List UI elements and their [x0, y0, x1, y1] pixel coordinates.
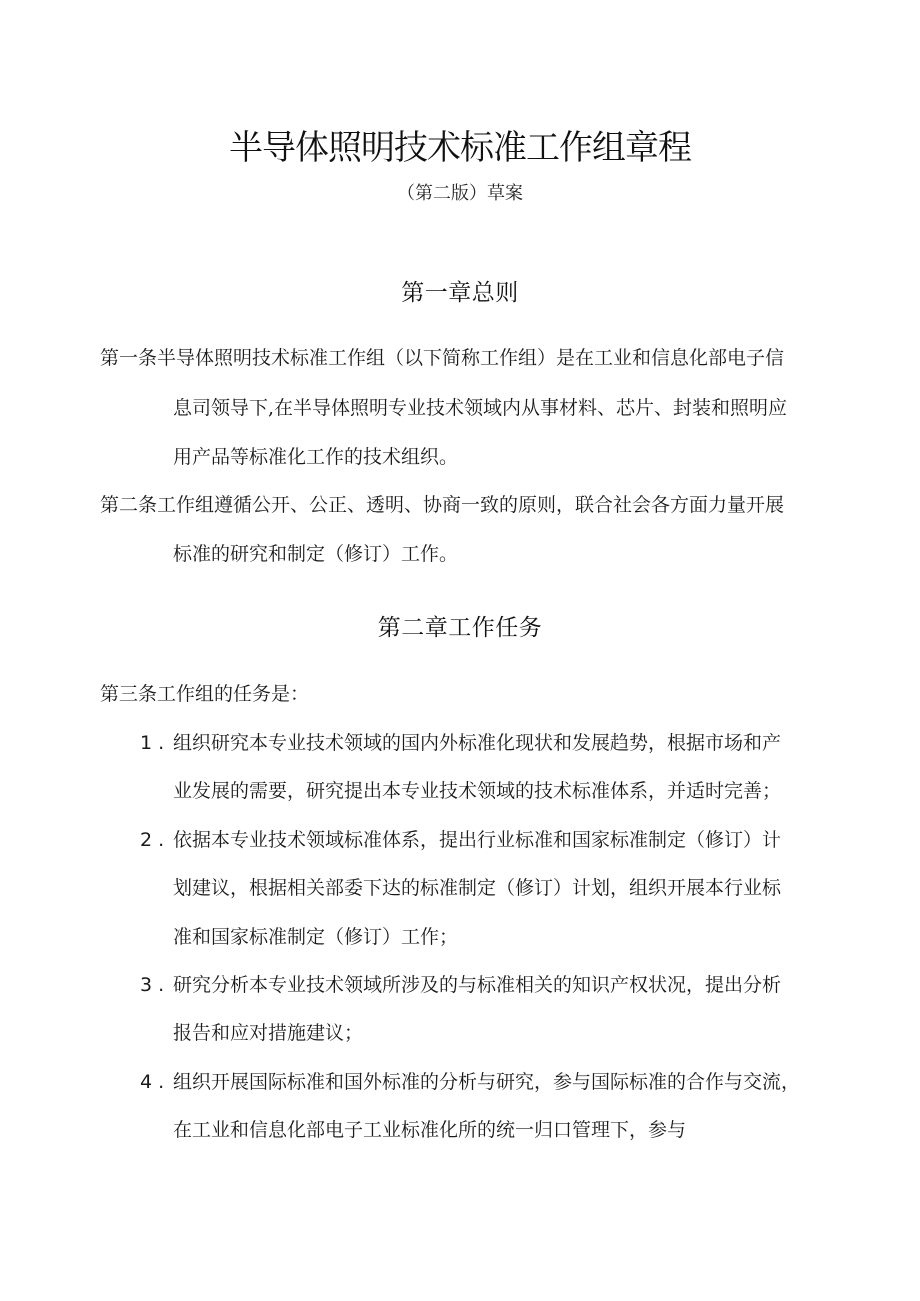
article-line: 第二条工作组遵循公开、公正、透明、协商一致的原则，联合社会各方面力量开展 [100, 494, 785, 516]
list-item-number: 2 . [140, 829, 165, 851]
list-item-line: 组织开展国际标准和国外标准的分析与研究，参与国际标准的合作与交流， [173, 1071, 801, 1093]
document-subtitle: （第二版）草案 [397, 183, 523, 204]
article-line: 第三条工作组的任务是： [100, 683, 310, 705]
article-line: 息司领导下,在半导体照明专业技术领域内从事材料、芯片、封装和照明应 [173, 397, 788, 419]
list-item-line: 组织研究本专业技术领域的国内外标准化现状和发展趋势，根据市场和产 [173, 732, 782, 754]
article-line: 用产品等标准化工作的技术组织。 [173, 446, 459, 468]
article-line: 标准的研究和制定（修订）工作。 [173, 543, 459, 565]
list-item-line: 在工业和信息化部电子工业标准化所的统一归口管理下，参与 [173, 1119, 687, 1141]
article-line: 第一条半导体照明技术标准工作组（以下简称工作组）是在工业和信息化部电子信 [100, 347, 785, 369]
list-item-number: 3 . [140, 974, 165, 996]
list-item-line: 报告和应对措施建议； [173, 1022, 364, 1044]
document-title: 半导体照明技术标准工作组章程 [229, 128, 691, 168]
list-item-line: 研究分析本专业技术领域所涉及的与标准相关的知识产权状况，提出分析 [173, 974, 782, 996]
list-item-line: 业发展的需要，研究提出本专业技术领域的技术标准体系，并适时完善； [173, 780, 782, 802]
list-item-number: 4 . [140, 1071, 165, 1093]
chapter-heading: 第二章工作任务 [377, 615, 543, 641]
chapter-heading: 第一章总则 [401, 280, 519, 306]
list-item-line: 依据本专业技术领域标准体系，提出行业标准和国家标准制定（修订）计 [173, 829, 782, 851]
list-item-line: 准和国家标准制定（修订）工作； [173, 926, 459, 948]
list-item-line: 划建议，根据相关部委下达的标准制定（修订）计划，组织开展本行业标 [173, 877, 782, 899]
list-item-number: 1 . [140, 732, 165, 754]
